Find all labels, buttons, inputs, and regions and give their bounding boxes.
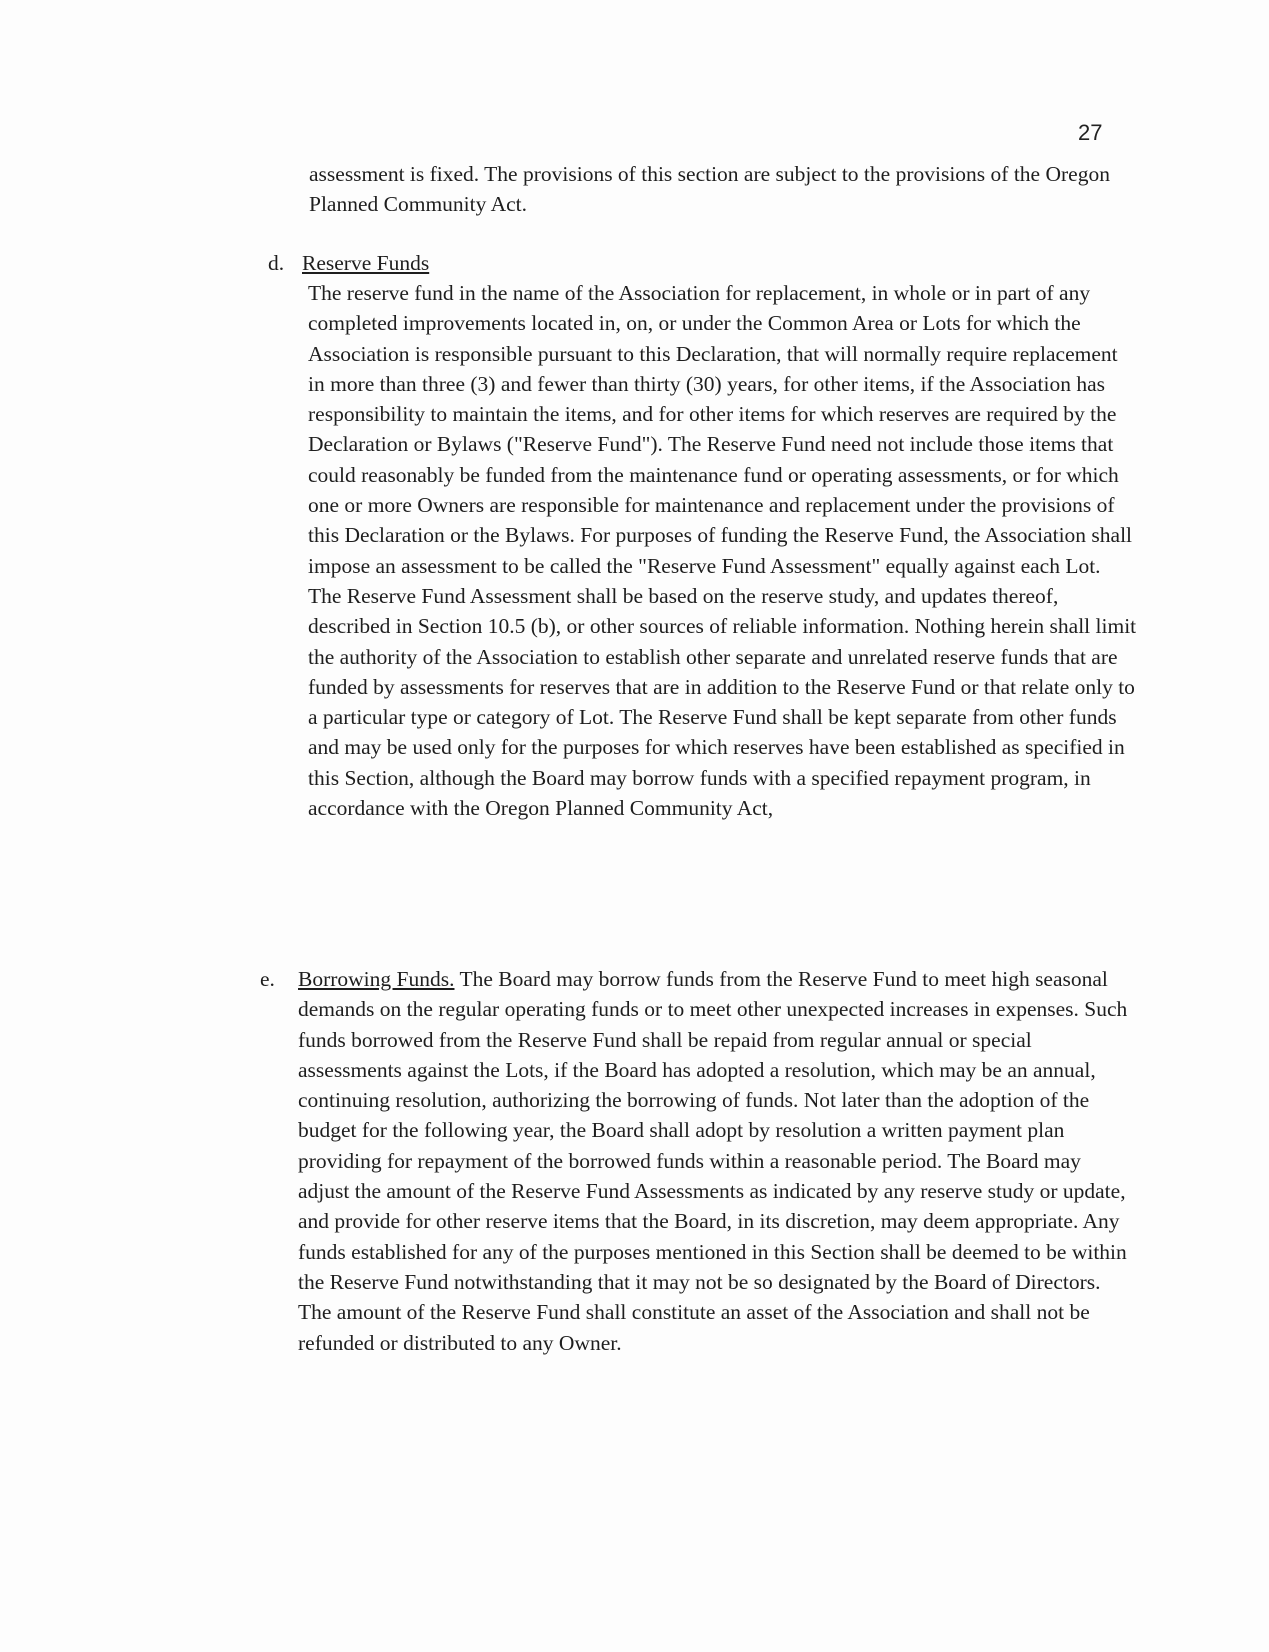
section-e-heading: Borrowing Funds. (298, 967, 455, 991)
section-e-paragraph (298, 964, 1133, 1358)
section-e-marker: e. (260, 967, 275, 991)
section-d-heading: Reserve Funds (302, 251, 430, 275)
intro-paragraph: assessment is fixed. The provisions of this section are subject to the provisions of the Oregon Planned Community Act. (309, 162, 1110, 217)
section-d-body: The reserve fund in the name of the Association for replacement, in whole or in part of any completed improvements located in, on, or under the Common Area or Lots for which the Association is responsible pursuant to this Declaration, that will normally require replacement in more than three (3) and fewer than thirty (30) years, for other items, if the Association has responsibility to maintain the items, and for other items for which reserves are required by the Declaration or Bylaws ("Reserve Fund"). The Reserve Fund need not include those items that could reasonably be funded from the maintenance fund or operating assessments, or for which one or more Owners are responsible for maintenance and replacement under the provisions of this Declaration or the Bylaws. For purposes of funding the Reserve Fund, the Association shall impose an assessment to be called the "Reserve Fund Assessment" equally against each Lot. The Reserve Fund Assessment shall be based on the reserve study, and updates thereof, described in Section 10.5 (b), or other sources of reliable information. Nothing herein shall limit the authority of the Association to establish other separate and unrelated reserve funds that are funded by assessments for reserves that are in addition to the Reserve Fund or that relate only to a particular type or category of Lot. The Reserve Fund shall be kept separate from other funds and may be used only for the purposes for which reserves have been established as specified in this Section, although the Board may borrow funds with a specified repayment program, in accordance with the Oregon Planned Community Act, (308, 281, 1137, 821)
page-number: 27 (1078, 120, 1103, 145)
section-d-marker: d. (268, 251, 285, 275)
section-e-body: The Board may borrow funds from the Reserve Fund to meet high seasonal demands on the regular operating funds or to meet other unexpected increases in expenses. Such funds borrowed from the Reserve Fund shall be repaid from regular annual or special assessments against the Lots, if the Board has adopted a resolution, which may be an annual, continuing resolution, authorizing the borrowing of funds. Not later than the adoption of the budget for the following year, the Board shall adopt by resolution a written payment plan providing for repayment of the borrowed funds within a reasonable period. The Board may adjust the amount of the Reserve Fund Assessments as indicated by any reserve study or update, and provide for other reserve items that the Board, in its discretion, may deem appropriate. Any funds established for any of the purposes mentioned in this Section shall be deemed to be within the Reserve Fund notwithstanding that it may not be so designated by the Board of Directors. The amount of the Reserve Fund shall constitute an asset of the Association and shall not be refunded or distributed to any Owner. (298, 967, 1128, 1355)
